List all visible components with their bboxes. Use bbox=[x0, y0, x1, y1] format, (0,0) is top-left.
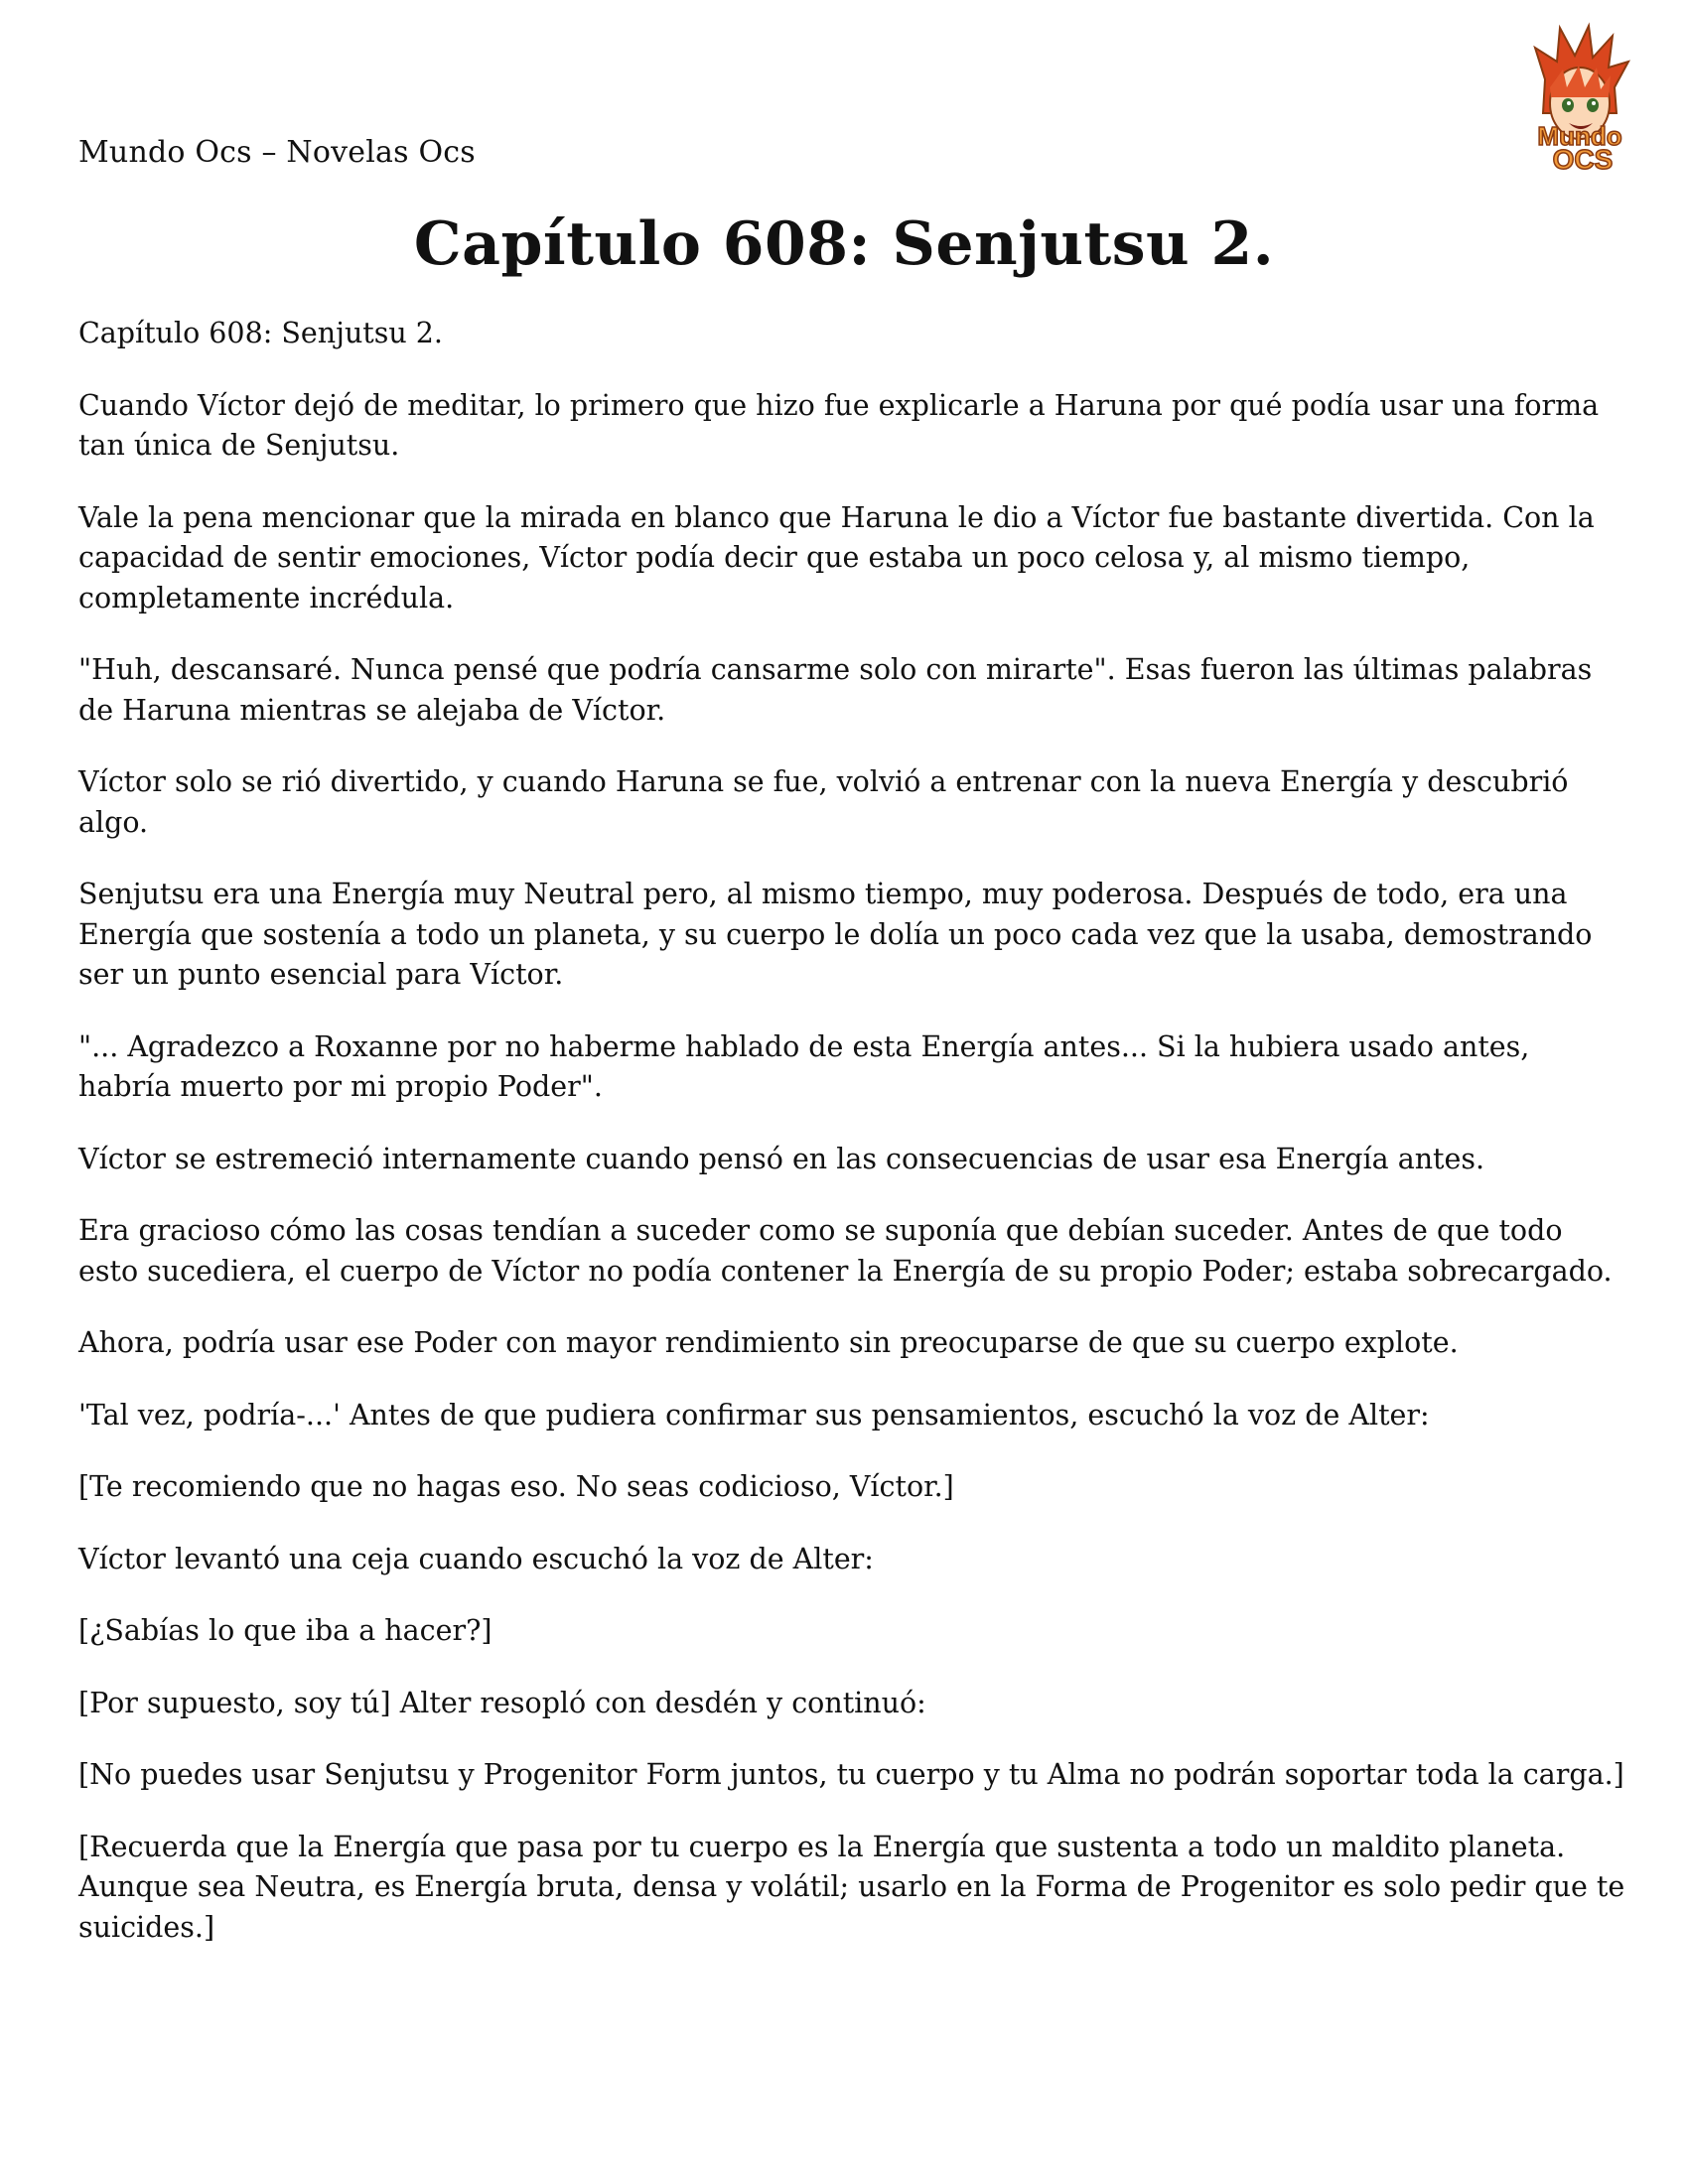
paragraph: "... Agradezco a Roxanne por no haberme hablado de esta Energía antes... Si la hubiera usado antes, habría muerto por mi propio Poder". bbox=[78, 1029, 1530, 1103]
paragraph: Víctor levantó una ceja cuando escuchó la voz de Alter: bbox=[78, 1542, 874, 1575]
paragraph: Ahora, podría usar ese Poder con mayor rendimiento sin preocuparse de que su cuerpo explote. bbox=[78, 1326, 1459, 1359]
site-logo bbox=[1505, 18, 1654, 175]
logo-text-bottom: OCS bbox=[1552, 144, 1614, 175]
paragraph: [¿Sabías lo que iba a hacer?] bbox=[78, 1614, 492, 1647]
paragraph: 'Tal vez, podría-...' Antes de que pudiera confirmar sus pensamientos, escuchó la voz de Alter: bbox=[78, 1398, 1430, 1432]
paragraph: Cuando Víctor dejó de meditar, lo primero que hizo fue explicarle a Haruna por qué podía usar una forma tan única de Senjutsu. bbox=[78, 388, 1600, 462]
anime-character-logo-icon bbox=[1505, 18, 1654, 175]
chapter-title: Capítulo 608: Senjutsu 2. bbox=[413, 209, 1275, 279]
paragraph: Senjutsu era una Energía muy Neutral pero, al mismo tiempo, muy poderosa. Después de todo, era una Energía que sostenía a todo un planeta, y su cuerpo le dolía un poco cada vez que la usaba, demostrando ser un punto esencial para Víctor. bbox=[78, 878, 1593, 991]
paragraph: [Te recomiendo que no hagas eso. No seas codicioso, Víctor.] bbox=[78, 1470, 954, 1503]
paragraph: Capítulo 608: Senjutsu 2. bbox=[78, 317, 443, 349]
paragraph: Vale la pena mencionar que la mirada en blanco que Haruna le dio a Víctor fue bastante divertida. Con la capacidad de sentir emociones, Víctor podía decir que estaba un poco celosa y, al mismo tiempo, completamente incrédula. bbox=[78, 500, 1595, 614]
paragraph: Víctor se estremeció internamente cuando pensó en las consecuencias de usar esa Energía antes. bbox=[78, 1142, 1485, 1175]
paragraph: [Recuerda que la Energía que pasa por tu cuerpo es la Energía que sustenta a todo un maldito planeta. Aunque sea Neutra, es Energía bruta, densa y volátil; usarlo en la Forma de Progenitor es solo pedir que te suicides.] bbox=[78, 1830, 1625, 1944]
logo-text-top: Mundo bbox=[1537, 121, 1622, 151]
paragraph: "Huh, descansaré. Nunca pensé que podría cansarme solo con mirarte". Esas fueron las últimas palabras de Haruna mientras se alejaba de Víctor. bbox=[78, 653, 1593, 727]
chapter-body bbox=[78, 314, 1627, 1979]
paragraph: [Por supuesto, soy tú] Alter resopló con desdén y continuó: bbox=[78, 1686, 926, 1719]
paragraph: Era gracioso cómo las cosas tendían a suceder como se suponía que debían suceder. Antes de que todo esto sucediera, el cuerpo de Víctor no podía contener la Energía de su propio Poder; estaba sobrecargado. bbox=[78, 1214, 1613, 1288]
paragraph: Víctor solo se rió divertido, y cuando Haruna se fue, volvió a entrenar con la nueva Energía y descubrió algo. bbox=[78, 765, 1569, 839]
site-header: Mundo Ocs – Novelas Ocs bbox=[78, 135, 476, 170]
paragraph: [No puedes usar Senjutsu y Progenitor Form juntos, tu cuerpo y tu Alma no podrán soportar toda la carga.] bbox=[78, 1758, 1624, 1791]
